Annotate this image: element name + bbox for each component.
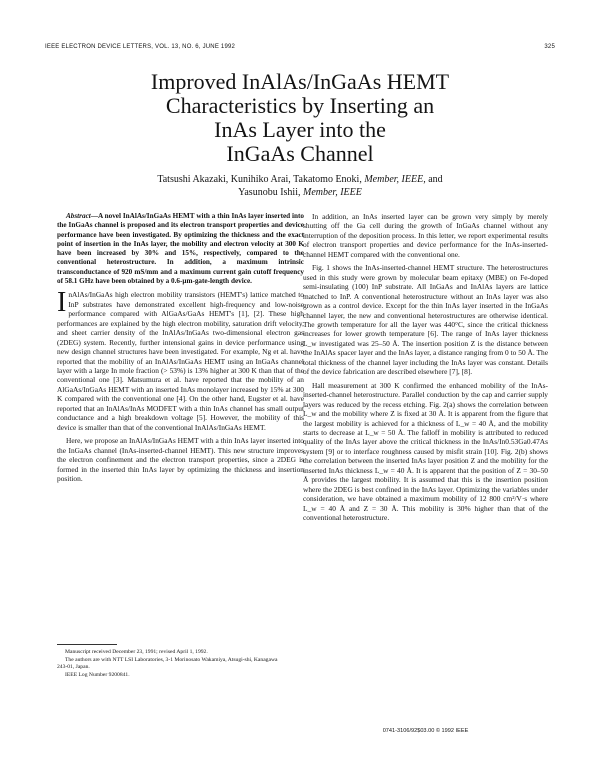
title-line-2: Characteristics by Inserting an [165, 93, 435, 118]
author-membership-1: Member, IEEE, [364, 174, 426, 185]
drop-cap: I [57, 287, 67, 319]
paper-title [60, 70, 540, 166]
body-paragraph-3: Hall measurement at 300 K confirmed the enhanced mobility of the InAs-inserted-channel heterostructure. Parallel conduction by the cap and carrier supply layers was reduced by the recess etching. Fig. 2(a) shows the correlation between L_w and the mobility where Z is fixed at 30 Å. It is apparent from the figure that the largest mobility is achieved for a thickness of L_w = 40 Å, and the mobility starts to decrease at L_w = 50 Å. The falloff in mobility is attributed to reduced quality of the InAs layer above the critical thickness in the InAs/In0.53Ga0.47As system [9] or to interface roughness caused by misfit strain [10]. Fig. 2(b) shows the correlation between the inserted InAs layer position Z and the mobility for the inserted InAs thickness L_w = 40 Å. It is apparent that the position of Z = 30–50 Å provides the largest mobility. It is assumed that this is the insertion position where the 2DEG is best confined in the InAs layer. Optimizing the variables under consideration, we have obtained a maximum mobility of 12 800 cm²/V·s where L_w = 40 Å and Z = 30 Å. This mobility is 30% higher than that of the conventional heterostructure. [303, 380, 548, 523]
title-line-1: Improved InAlAs/InGaAs HEMT [150, 69, 450, 94]
author-names-1: Tatsushi Akazaki, Kunihiko Arai, Takatomo Enoki, [157, 174, 362, 185]
abstract-text: —A novel InAlAs/InGaAs HEMT with a thin InAs layer inserted into the InGaAs channel is proposed and its electron transport properties and device performance have been investigated. By optimizing the thickness and the exact point of insertion in the InAs layer, the mobility and electron velocity at 300 K have been increased by 30% and 15%, respectively, compared to the conventional heterostructure. In addition, a maximum intrinsic transconductance of 920 mS/mm and a maximum current gain cutoff frequency of 58.1 GHz have been obtained by a 0.6-μm-gate-length device. [57, 212, 304, 286]
abstract-lead: Abstract [66, 212, 91, 220]
right-column [303, 212, 548, 527]
author-name-2: Yasunobu Ishii, [238, 187, 301, 198]
intro-paragraph-1 [57, 287, 304, 432]
footnote-affiliation: The authors are with NTT LSI Laboratories, 3-1 Morinosato Wakamiya, Atsugi-shi, Kanagawa 243-01, Japan. [57, 657, 278, 670]
author-membership-2: Member, IEEE [302, 187, 362, 198]
footnote [57, 644, 289, 680]
author-list [60, 173, 540, 199]
left-column [57, 212, 304, 487]
intro-paragraph-1-text: nAlAs/InGaAs high electron mobility transistors (HEMT's) lattice matched to InP substrates have demonstrated excellent high-frequency and low-noise performance compared with AlGaAs/GaAs HEMT's [1], [2]. These high performances are explained by the high electron mobility, saturation drift velocity, and sheet carrier density of the InAlAs/InGaAs two-dimensional electron gas (2DEG) system. Recently, further intensional gains in device performance using new design channel structures have been investigated. For example, Ng et al. have reported that the mobility of an InAlAs/InGaAs HEMT using an InGaAs channel layer with a large In mole fraction (> 53%) is 13% higher at 300 K than that of the conventional one [3]. Matsumura et al. have reported that the mobility of an AlGaAs/InGaAs HEMT with an inserted InAs monolayer increased by 15% at 300 K compared with the conventional one [4]. On the other hand, Eugster et al. have reported that an InAlAs/InAs MODFET with a thin InAs channel has small output conductance and a high breakdown voltage [5]. However, the mobility of this device is smaller than that of the conventional InAlAs/InGaAs HEMT. [57, 290, 304, 432]
running-header [45, 44, 555, 54]
copyright-line: 0741-3106/92$03.00 © 1992 IEEE [382, 728, 469, 734]
footnote-log-number: IEEE Log Number 9200841. [65, 672, 130, 678]
body-paragraph-1: In addition, an InAs inserted layer can be grown very simply by merely shutting off the Ga cell during the growth of InGaAs channel without any interruption of the deposition process. In this letter, we report experimental results of electron transport properties and device performance for the InAs-inserted-channel HEMT compared with the conventional one. [303, 212, 548, 259]
title-line-3: InAs Layer into the [214, 117, 386, 142]
page-number: 325 [544, 44, 555, 50]
footnote-received: Manuscript received December 23, 1991; revised April 1, 1992. [65, 649, 208, 655]
intro-paragraph-2: Here, we propose an InAlAs/InGaAs HEMT with a thin InAs layer inserted into the InGaAs channel (InAs-inserted-channel HEMT). This new structure improves the electron confinement and the electron transport properties, since a 2DEG is formed in the inserted thin InAs layer by optimizing the thickness and insertion position. [57, 436, 304, 483]
abstract [57, 212, 304, 286]
footnote-rule [57, 644, 117, 645]
author-conjunction: and [428, 174, 443, 185]
body-paragraph-2: Fig. 1 shows the InAs-inserted-channel HEMT structure. The heterostructures used in this study were grown by molecular beam epitaxy (MBE) on Fe-doped semi-insulating (100) InP substrate. All InGaAs and InAlAs layers are lattice matched to InP. A conventional heterostructure without an InAs layer was also grown as a control device. Except for the thin InAs layer inserted in the InGaAs channel layer, the new and conventional heterostructures are otherwise identical. The growth temperature for all the layer was 440°C, since the critical thickness increases for lower growth temperature [6]. The range of InAs layer thickness L_w investigated was 25–50 Å. The insertion position Z is the distance between the InAlAs spacer layer and the InAs layer, a distance ranging from 0 to 50 Å. The total thickness of the channel layer including the InAs layer was constant. Details of the device fabrication are described elsewhere [7], [8]. [303, 263, 548, 377]
journal-citation: IEEE ELECTRON DEVICE LETTERS, VOL. 13, NO. 6, JUNE 1992 [45, 44, 236, 50]
title-line-4: InGaAs Channel [226, 141, 374, 166]
